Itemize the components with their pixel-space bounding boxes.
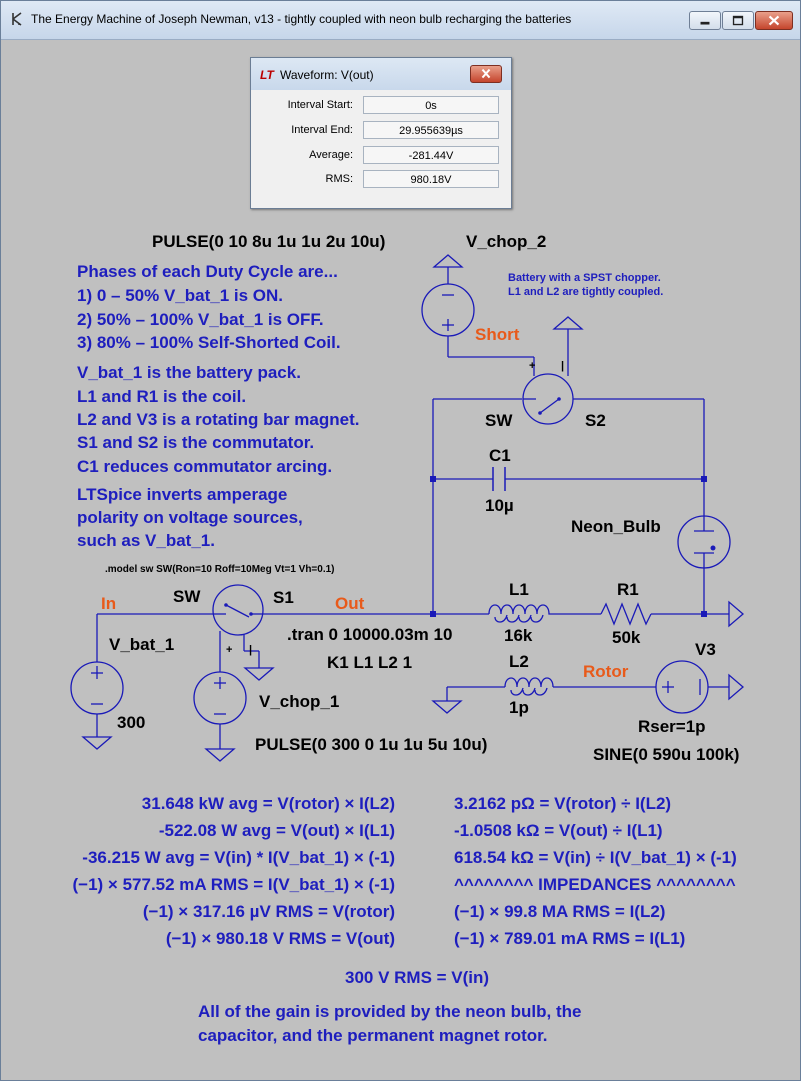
s1-model-label: SW <box>173 587 201 606</box>
average-label: Average: <box>309 149 353 161</box>
note-line: L2 and V3 is a rotating bar magnet. <box>77 410 360 429</box>
v-chop-2-label: V_chop_2 <box>466 232 547 251</box>
switch-s2[interactable] <box>523 374 573 424</box>
s1-name-label: S1 <box>273 588 294 607</box>
result-line: (−1) × 789.01 mA RMS = I(L1) <box>454 929 686 948</box>
voltage-source-v-bat-1[interactable] <box>71 662 123 714</box>
note-line: C1 reduces commutator arcing. <box>77 457 333 476</box>
ground-symbol <box>245 668 273 680</box>
s2-minus-label: | <box>561 360 565 372</box>
result-line: (−1) × 99.8 MA RMS = I(L2) <box>454 902 666 921</box>
switch-s1[interactable] <box>213 585 263 635</box>
rms-value: 980.18V <box>363 170 499 188</box>
waveform-title-bar[interactable] <box>251 58 511 90</box>
pulse-v-chop-2-label: PULSE(0 10 8u 1u 1u 2u 10u) <box>152 232 386 251</box>
c1-value-label: 10µ <box>485 496 514 515</box>
neon-bulb-label: Neon_Bulb <box>571 517 661 536</box>
inductor-l2[interactable] <box>505 678 553 695</box>
voltage-source-v3[interactable] <box>656 661 708 713</box>
battery-note-line: L1 and L2 are tightly coupled. <box>508 286 664 298</box>
output-arrow <box>729 675 743 699</box>
ground-symbol <box>554 317 582 329</box>
results-left-column <box>73 794 396 948</box>
ground-symbol <box>206 749 234 761</box>
l2-value-label: 1p <box>509 698 529 717</box>
result-line: (−1) × 317.16 µV RMS = V(rotor) <box>142 902 395 921</box>
results-right-column <box>454 794 737 948</box>
l1-value-label: 16k <box>504 626 533 645</box>
s2-name-label: S2 <box>585 411 606 430</box>
r1-name-label: R1 <box>617 580 639 599</box>
summary-line: All of the gain is provided by the neon bulb, the <box>198 1002 582 1021</box>
output-arrow <box>729 602 743 626</box>
result-line: ^^^^^^^^ IMPEDANCES ^^^^^^^^ <box>454 875 736 894</box>
summary-line: capacitor, and the permanent magnet rotor. <box>198 1026 548 1045</box>
rms-label: RMS: <box>325 173 353 185</box>
tran-directive: .tran 0 10000.03m 10 <box>287 625 453 644</box>
s1-plus-label: + <box>226 644 233 656</box>
voltage-source-v-chop-2[interactable] <box>422 284 474 336</box>
r1-value-label: 50k <box>612 628 641 647</box>
ground-symbol <box>83 737 111 749</box>
voltage-source-v-chop-1[interactable] <box>194 672 246 724</box>
net-label-out: Out <box>335 594 365 613</box>
junction-dots <box>430 476 707 617</box>
window-title: The Energy Machine of Joseph Newman, v13 - tightly coupled with neon bulb recharging the batteries <box>31 12 572 26</box>
ltspice-logo-icon: LT <box>260 68 274 82</box>
waveform-dialog <box>250 57 512 209</box>
net-label-short: Short <box>475 325 520 344</box>
net-label-rotor: Rotor <box>583 662 629 681</box>
result-line: 618.54 kΩ = V(in) ÷ I(V_bat_1) × (-1) <box>454 848 737 867</box>
battery-note-line: Battery with a SPST chopper. <box>508 272 661 284</box>
ground-symbol <box>434 255 462 267</box>
capacitor-c1[interactable] <box>493 467 505 491</box>
net-label-in: In <box>101 594 117 613</box>
interval-end-value: 29.955639µs <box>363 121 499 139</box>
note-line: S1 and S2 is the commutator. <box>77 433 315 452</box>
result-line: 3.2162 pΩ = V(rotor) ÷ I(L2) <box>454 794 672 813</box>
result-line: 31.648 kW avg = V(rotor) × I(L2) <box>141 794 395 813</box>
l2-name-label: L2 <box>509 652 529 671</box>
result-line: -522.08 W avg = V(out) × I(L1) <box>158 821 395 840</box>
close-icon <box>471 66 501 82</box>
result-line: (−1) × 577.52 mA RMS = I(V_bat_1) × (-1) <box>72 875 395 894</box>
c1-name-label: C1 <box>489 446 511 465</box>
v3-sine-label: SINE(0 590u 100k) <box>593 745 740 764</box>
phase-item: 1) 0 – 50% V_bat_1 is ON. <box>77 286 283 305</box>
inductor-l1[interactable] <box>489 605 553 622</box>
v3-name-label: V3 <box>695 640 716 659</box>
note-line: V_bat_1 is the battery pack. <box>77 363 301 382</box>
waveform-title: Waveform: V(out) <box>280 68 374 82</box>
model-directive: .model sw SW(Ron=10 Roff=10Meg Vt=1 Vh=0.1) <box>105 564 335 575</box>
result-line: (−1) × 980.18 V RMS = V(out) <box>165 929 395 948</box>
interval-start-label: Interval Start: <box>287 99 353 111</box>
result-line: -1.0508 kΩ = V(out) ÷ I(L1) <box>454 821 663 840</box>
s2-model-label: SW <box>485 411 513 430</box>
phase-item: 3) 80% – 100% Self-Shorted Coil. <box>77 333 341 352</box>
s2-plus-label: + <box>529 360 536 372</box>
v-bat-1-label: V_bat_1 <box>109 635 175 654</box>
waveform-close-button[interactable] <box>470 65 502 83</box>
average-value: -281.44V <box>363 146 499 164</box>
ltspice-note-line: LTSpice inverts amperage <box>77 485 288 504</box>
note-line: L1 and R1 is the coil. <box>77 387 247 406</box>
v3-rser-label: Rser=1p <box>638 717 706 736</box>
interval-start-value: 0s <box>363 96 499 114</box>
l1-name-label: L1 <box>509 580 529 599</box>
ltspice-note-line: such as V_bat_1. <box>77 531 215 550</box>
interval-end-label: Interval End: <box>291 124 353 136</box>
v-bat-1-value: 300 <box>117 713 146 732</box>
result-line: -36.215 W avg = V(in) * I(V_bat_1) × (-1) <box>82 848 395 867</box>
neon-bulb[interactable] <box>678 516 730 568</box>
resistor-r1[interactable] <box>601 604 651 624</box>
ground-symbol <box>433 701 461 713</box>
pulse-v-chop-1-label: PULSE(0 300 0 1u 1u 5u 10u) <box>255 735 488 754</box>
phases-heading: Phases of each Duty Cycle are... <box>77 262 338 281</box>
phase-item: 2) 50% – 100% V_bat_1 is OFF. <box>77 310 324 329</box>
ltspice-note-line: polarity on voltage sources, <box>77 508 303 527</box>
coupling-directive: K1 L1 L2 1 <box>327 653 413 672</box>
v-chop-1-label: V_chop_1 <box>259 692 340 711</box>
vin-result: 300 V RMS = V(in) <box>345 968 490 987</box>
s1-minus-label: | <box>249 644 253 656</box>
